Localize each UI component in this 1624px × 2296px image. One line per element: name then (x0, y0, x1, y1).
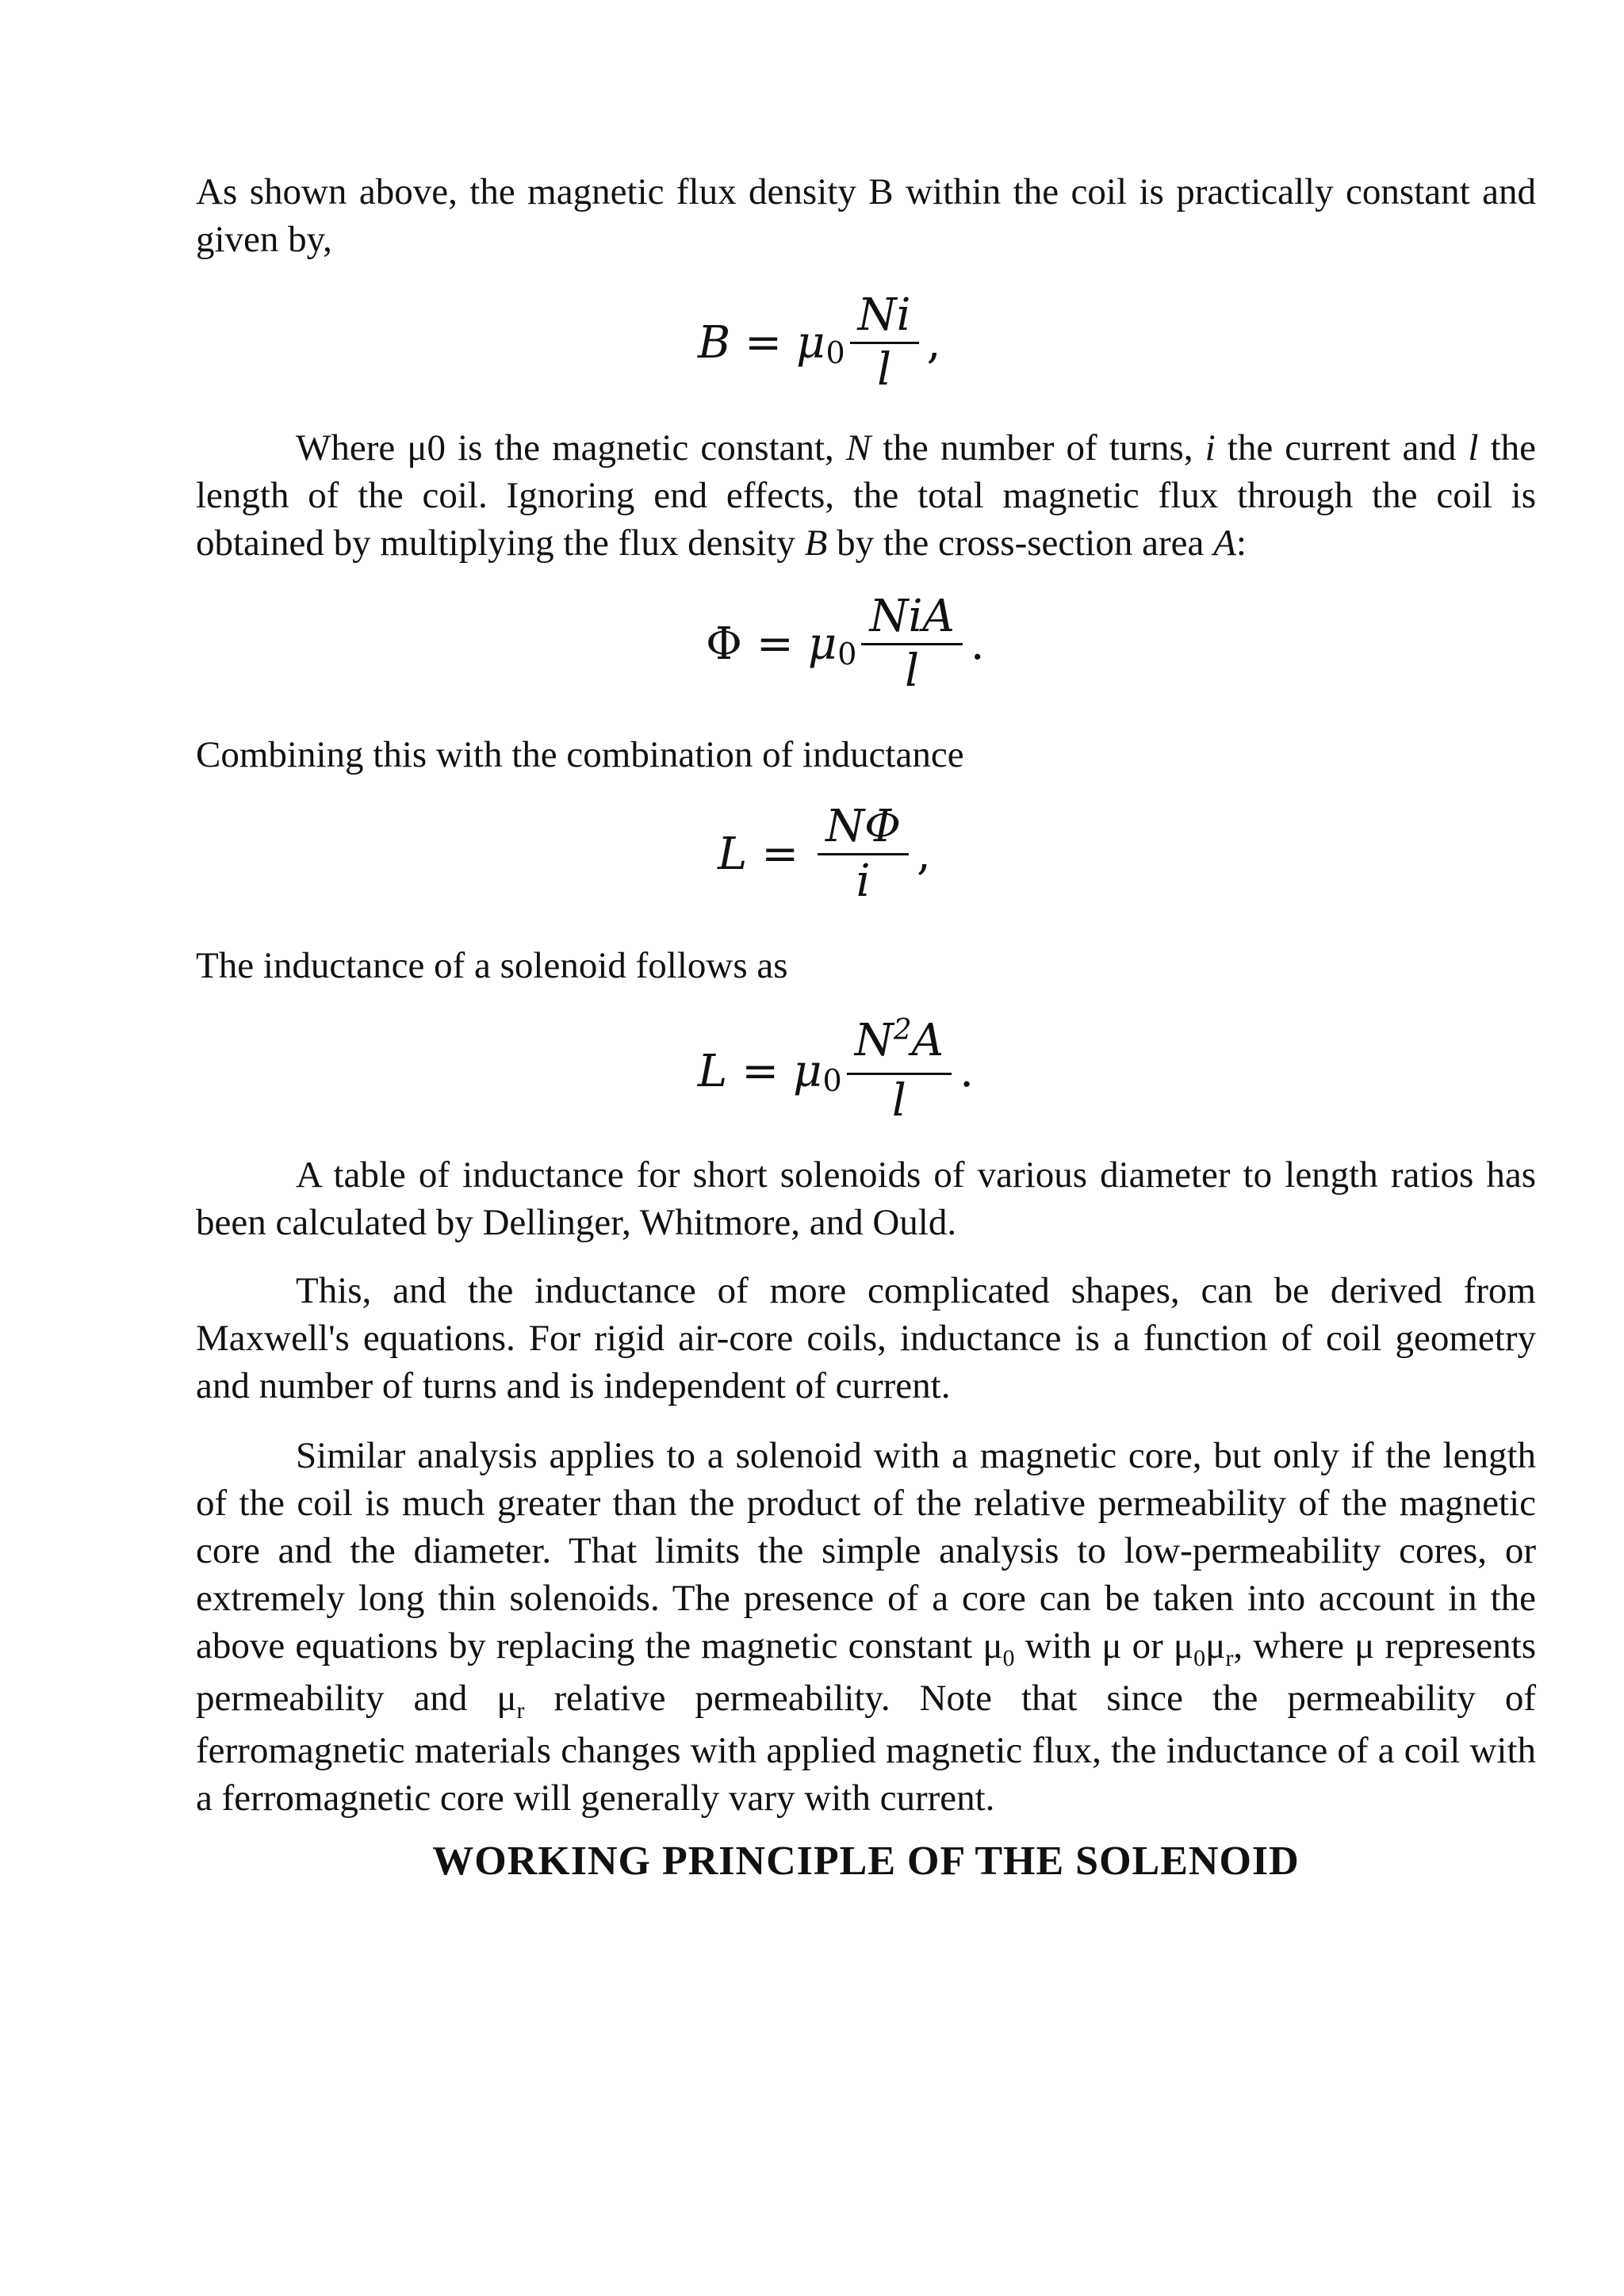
equation-total-flux (706, 591, 985, 698)
p2-A: A (1213, 522, 1236, 564)
eq3-denominator: i (856, 855, 871, 907)
p2-end: : (1235, 522, 1247, 564)
eq1-fraction (850, 289, 919, 396)
eq4-num-A: A (911, 1015, 944, 1066)
p7-subr2: r (516, 1697, 525, 1724)
paragraph-maxwell-equations: This, and the inductance of more complicated shapes, can be derived from Maxwell's equations. For rigid air-core coils, inductance is a function of coil geometry and number of turns and is independent of current. (196, 1270, 1536, 1406)
eq2-numerator: NiA (869, 591, 955, 642)
eq4-num-superscript: 2 (893, 1014, 912, 1047)
eq4-num-N: N (854, 1015, 894, 1066)
p2-mid4: by the cross-section area (827, 522, 1214, 564)
eq2-mu-subscript: 0 (837, 636, 857, 672)
eq1-numerator: Ni (857, 289, 911, 341)
p7-d: , where μ represents permeability and μ (196, 1625, 1536, 1719)
equation-flux-density (698, 289, 940, 396)
p2-mid2: the current and (1215, 427, 1469, 469)
p2-l: l (1468, 427, 1479, 469)
eq1-equals: = (745, 317, 783, 369)
eq1-mu-subscript: 0 (825, 335, 845, 370)
paragraph-table-of-inductance: A table of inductance for short solenoids of various diameter to length ratios has been calculated by Dellinger, Whitmore, and Ould. (196, 1154, 1536, 1243)
eq2-fraction (861, 591, 962, 698)
eq3-numerator: NΦ (825, 801, 902, 852)
eq3-equals: = (761, 828, 799, 880)
p2-mid3: the length of the coil. Ignoring end effects, the total magnetic flux through the coil is obtained by multiplying the flux density (196, 427, 1536, 564)
eq2-lhs: Φ (706, 618, 742, 670)
p7-b: with μ or μ (1014, 1625, 1194, 1667)
eq2-denominator: l (905, 645, 920, 697)
p7-e: relative permeability. Note that since the permeability of ferromagnetic materials changes with applied magnetic flux, the inductance of a coil with a ferromagnetic core will generally vary with current. (196, 1678, 1536, 1819)
eq4-mu: μ (793, 1045, 822, 1097)
section-heading: WORKING PRINCIPLE OF THE SOLENOID (432, 1839, 1300, 1884)
eq4-fraction (847, 1015, 952, 1127)
paragraph-where-mu0 (196, 424, 1536, 567)
p7-sub0b: 0 (1193, 1645, 1206, 1671)
paragraph-flux-density-intro: As shown above, the magnetic flux density B within the coil is practically constant and given by, (196, 171, 1536, 260)
p2-lead: Where μ0 is the magnetic constant, (296, 427, 846, 469)
eq1-lhs: B (698, 317, 731, 369)
eq4-equals: = (741, 1045, 779, 1097)
eq2-equals: = (756, 618, 794, 670)
paragraph-combining: Combining this with the combination of inductance (196, 734, 964, 775)
eq3-trailing-punct: , (917, 828, 931, 880)
eq1-mu: μ (796, 317, 825, 369)
eq4-mu-subscript: 0 (822, 1063, 842, 1098)
p2-B: B (804, 522, 828, 564)
paragraph-inductance-follows: The inductance of a solenoid follows as (196, 945, 788, 986)
p7-a: Similar analysis applies to a solenoid with a magnetic core, but only if the length of the coil is much greater than the product of the relative permeability of the magnetic core and the diameter. That limits the simple analysis to low-permeability cores, or extremely long thin solenoids. The presence of a core can be taken into account in the above equations by replacing the magnetic constant μ (196, 1435, 1536, 1667)
p2-i: i (1205, 427, 1216, 469)
eq2-trailing-punct: . (970, 618, 985, 670)
eq3-lhs: L (718, 828, 748, 880)
p7-c: μ (1205, 1625, 1226, 1667)
p2-N: N (845, 427, 871, 469)
equation-inductance-definition (718, 801, 931, 908)
eq4-trailing-punct: . (959, 1045, 974, 1097)
paragraph-magnetic-core (196, 1432, 1536, 1822)
eq4-lhs: L (698, 1045, 728, 1097)
p7-subr: r (1225, 1645, 1234, 1671)
eq3-fraction (818, 801, 909, 908)
equation-solenoid-inductance (698, 1015, 974, 1127)
p7-sub0: 0 (1002, 1645, 1015, 1671)
eq4-denominator: l (891, 1075, 906, 1127)
p2-mid1: the number of turns, (871, 427, 1205, 469)
eq1-denominator: l (877, 344, 892, 396)
eq1-trailing-punct: , (926, 317, 941, 369)
eq2-mu: μ (807, 618, 837, 670)
eq4-numerator (847, 1015, 952, 1073)
